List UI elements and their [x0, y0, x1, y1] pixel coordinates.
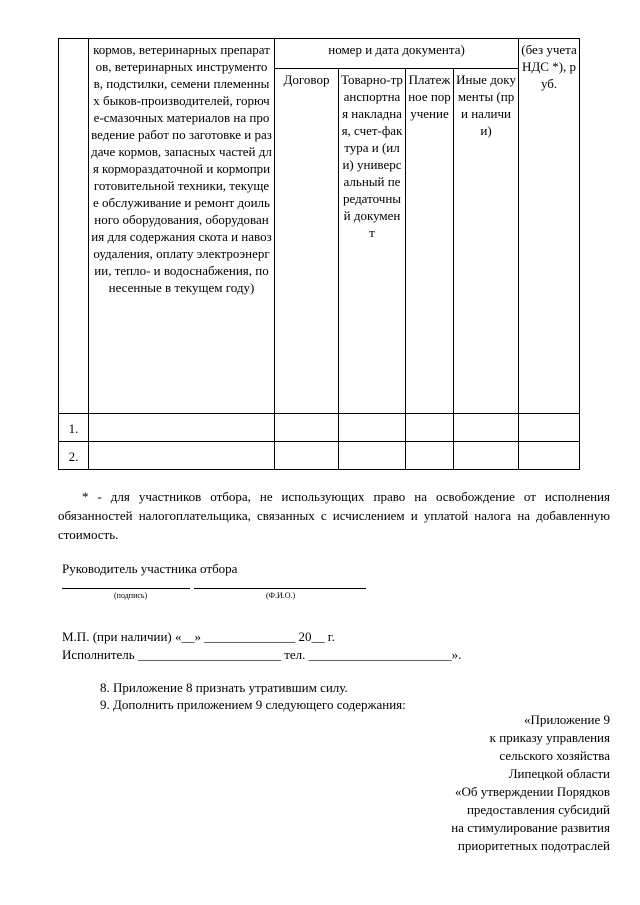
appendix-line: приоритетных подотраслей [457, 838, 610, 853]
full-name-caption: (Ф.И.О.) [266, 591, 296, 600]
table-cell [406, 414, 454, 442]
contract-header-cell: Договор [275, 69, 339, 414]
item-8: 8. Приложение 8 признать утратившим силу. [100, 680, 348, 695]
table-cell [519, 442, 580, 470]
head-of-participant-label: Руководитель участника отбора [62, 561, 238, 576]
appendix-line: к приказу управления [489, 730, 610, 745]
signature-line [62, 588, 190, 589]
appendix-line: предоставления субсидий [466, 802, 610, 817]
table-cell [275, 442, 339, 470]
appendix-line: на стимулирование развития [451, 820, 610, 835]
table-cell [519, 414, 580, 442]
item-9: 9. Дополнить приложением 9 следующего содержания: [100, 697, 406, 712]
signature-caption: (подпись) [114, 591, 148, 600]
table-cell [275, 414, 339, 442]
appendix-heading-block [350, 711, 610, 855]
appendix-line: «Об утверждении Порядков [454, 784, 610, 799]
table-row [59, 442, 580, 470]
table-cell [339, 442, 406, 470]
table-row [59, 414, 580, 442]
table-cell [454, 442, 519, 470]
other-documents-header-cell: Иные документы (при наличии) [454, 69, 519, 414]
full-name-line [194, 588, 366, 589]
row-number-header-cell [59, 39, 89, 414]
table-cell [89, 414, 275, 442]
row-number-cell: 2. [59, 442, 89, 470]
expense-description-cell: кормов, ветеринарных препаратов, ветеринарных инструментов, подстилки, семени племенных быков-производителей, горюче-смазочных материалов на проведение работ по заготовке и раздаче кормов, запасных частей для кормораздаточной и кормоприготовительной техники, текущее обслуживание и ремонт доильного оборудования, оборудования для содержания скота и навозоудаления, оплату электроэнергии, тепло- и водоснабжения, понесенные в текущем году) [89, 39, 275, 414]
document-header-cell: номер и дата документа) [275, 39, 519, 69]
expenses-table [58, 38, 580, 470]
executor-line: Исполнитель ______________________ тел. ______________________». [62, 647, 462, 662]
stamp-date-line: М.П. (при наличии) «__» ______________ 20__ г. [62, 629, 335, 644]
row-number-cell: 1. [59, 414, 89, 442]
table-cell [339, 414, 406, 442]
table-cell [454, 414, 519, 442]
vat-footnote: * - для участников отбора, не использующих право на освобождение от исполнения обязанностей налогоплательщика, связанных с исчислением и уплатой налога на добавленную стоимость. [58, 489, 610, 542]
table-cell [406, 442, 454, 470]
appendix-line: Липецкой области [508, 766, 610, 781]
table-cell [89, 442, 275, 470]
amount-header-cell: (без учета НДС *), руб. [519, 39, 580, 414]
appendix-line: сельского хозяйства [499, 748, 610, 763]
payment-order-header-cell: Платежное поручение [406, 69, 454, 414]
appendix-line: «Приложение 9 [523, 712, 610, 727]
waybill-header-cell: Товарно-транспортная накладная, счет-фактура и (или) универсальный передаточный документ [339, 69, 406, 414]
